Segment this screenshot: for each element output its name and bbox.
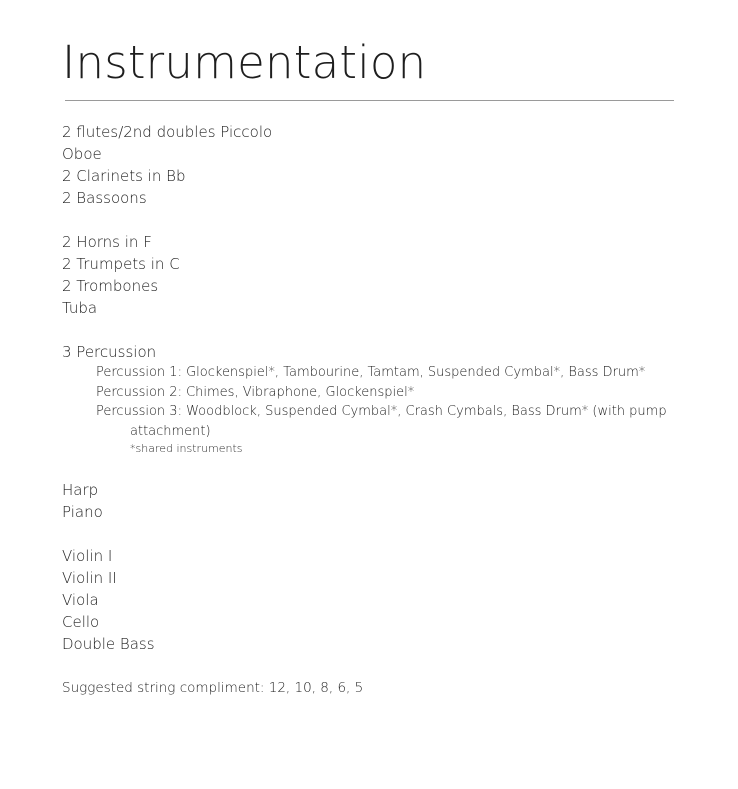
percussion-part: Percussion 1: Glockenspiel*, Tambourine, Tamtam, Suspended Cymbal*, Bass Drum* [96,365,646,380]
instrument-line: 2 Horns in F [62,233,152,251]
percussion-parts [62,363,674,457]
instrument-line: Oboe [62,145,102,163]
string-compliment-note: Suggested string compliment: 12, 10, 8, 6, 5 [62,680,364,696]
instrument-line: Cello [62,613,100,631]
percussion-part: Percussion 3: Woodblock, Suspended Cymbal*, Crash Cymbals, Bass Drum* (with pump attachment) [96,404,667,439]
instrument-line: Violin II [62,569,117,587]
harp-piano-section [62,479,674,523]
woodwinds-section [62,121,674,209]
title-divider [65,100,674,101]
instrument-list [62,121,674,699]
instrument-line: Double Bass [62,635,155,653]
instrument-line: 2 Trombones [62,277,159,295]
strings-section [62,545,674,655]
percussion-part: Percussion 2: Chimes, Vibraphone, Glockenspiel* [96,384,415,400]
instrument-line: Harp [62,481,99,499]
instrument-line: Viola [62,591,99,609]
percussion-heading: 3 Percussion [62,343,157,361]
percussion-section [62,341,674,457]
instrument-line: Piano [62,503,103,521]
instrument-line: 2 Bassoons [62,189,147,207]
instrument-line: Tuba [62,299,98,317]
instrument-line: 2 Clarinets in Bb [62,167,186,185]
instrument-line: Violin I [62,547,113,565]
brass-section [62,231,674,319]
instrument-line: 2 flutes/2nd doubles Piccolo [62,123,273,141]
shared-instruments-note: *shared instruments [130,442,243,455]
page-title: Instrumentation [62,36,427,89]
instrument-line: 2 Trumpets in C [62,255,180,273]
